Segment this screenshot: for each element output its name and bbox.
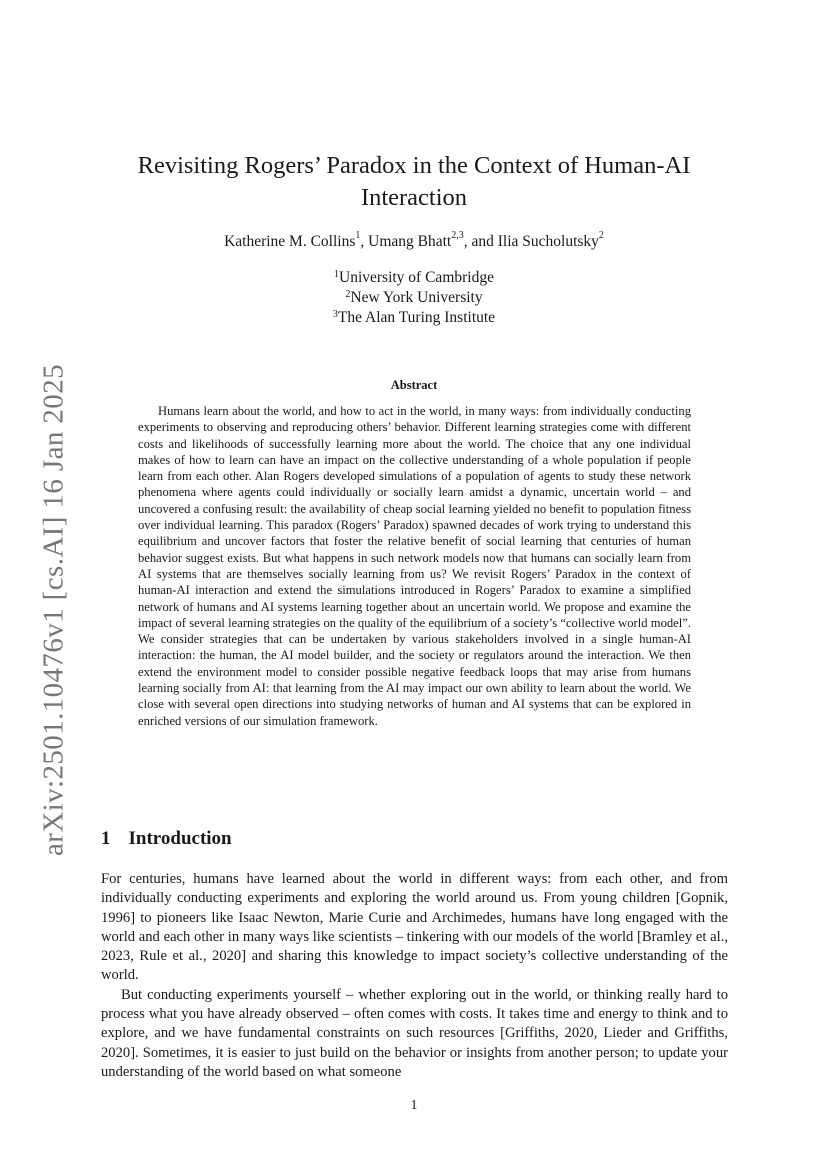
- author-name: Umang Bhatt: [368, 233, 452, 250]
- author-affiliation-mark: 1: [355, 230, 361, 241]
- affiliation-name: The Alan Turing Institute: [337, 309, 496, 326]
- paragraph: But conducting experiments yourself – whether exploring out in the world, or thinking really hard to process what you have already observed – often comes with costs. It takes time and energy to think and to explore, and we have fundamental constraints on such resources [Griffiths, 2020, Lieder and Griffiths, 2020]. Sometimes, it is easier to just build on the behavior or insights from another person; to update your understanding of the world based on what someone: [101, 986, 728, 1080]
- affiliation-mark: 3: [332, 309, 338, 320]
- affiliation: [100, 268, 728, 288]
- affiliation-mark: 1: [334, 269, 339, 280]
- author-name: Ilia Sucholutsky: [497, 233, 599, 250]
- affiliation-name: New York University: [350, 289, 483, 306]
- author-affiliation-mark: 2,3: [451, 230, 464, 241]
- affiliation: [100, 308, 728, 328]
- paragraph: For centuries, humans have learned about the world in different ways: from each other, and from individually conducting experiments and exploring the world around us. From young children [Gopnik, 1996] to pioneers like Isaac Newton, Marie Curie and Archimedes, humans have long engaged with the world and each other in many ways like scientists – tinkering with our models of the world [Bramley et al., 2023, Rule et al., 2020] and sharing this knowledge to impact society’s collective understanding of the world.: [101, 871, 728, 984]
- author-list: [100, 230, 728, 251]
- abstract-heading: Abstract: [390, 378, 438, 392]
- affiliation-name: University of Cambridge: [339, 269, 494, 286]
- section-number: 1: [101, 828, 111, 849]
- author-affiliation-mark: 2: [598, 230, 604, 241]
- page-number: 1: [410, 1098, 418, 1113]
- section-title: Introduction: [128, 828, 232, 849]
- arxiv-stamp: arXiv:2501.10476v1 [cs.AI] 16 Jan 2025: [37, 363, 70, 857]
- abstract-text: Humans learn about the world, and how to act in the world, in many ways: from individually conducting experiments to observing and reproducing others’ behavior. Different learning strategies come with different costs and likelihoods of successfully learning more about the world. The choice that any one individual makes of how to learn can have an impact on the collective understanding of a whole population if people learn from each other. Alan Rogers developed simulations of a population of agents to study these network phenomena where agents could individually or socially learn amidst a dynamic, uncertain world – and uncovered a confusing result: the availability of cheap social learning yielded no benefit to population fitness over individual learning. This paradox (Rogers’ Paradox) spawned decades of work trying to understand this equilibrium and uncover factors that foster the relative benefit of social learning that centuries of human behavior suggest exists. But what happens in such network models now that humans can socially learn from AI systems that are themselves socially learning from us? We revisit Rogers’ Paradox in the context of human-AI interaction and extend the simulations introduced in Rogers’ Paradox to examine a simplified network of humans and AI systems learning together about an uncertain world. We propose and examine the impact of several learning strategies on the quality of the equilibrium of a society’s “collective world model”. We consider strategies that can be undertaken by various stakeholders involved in a single human-AI interaction: the human, the AI model builder, and the society or regulators around the interaction. We then extend the environment model to consider possible negative feedback loops that may arise from humans learning socially from AI: that learning from the AI may impact our own ability to learn about the world. We close with several open directions into studying networks of human and AI systems that can be explored in enriched versions of our simulation framework.: [138, 404, 691, 728]
- author-name: Katherine M. Collins: [224, 233, 356, 250]
- affiliation-mark: 2: [345, 289, 351, 300]
- introduction-body: [101, 870, 728, 1082]
- affiliation-list: [100, 268, 728, 328]
- affiliation: [100, 288, 728, 308]
- author-separator: , and: [463, 233, 498, 250]
- paper-title: Revisiting Rogers’ Paradox in the Context of Human-AI Interaction: [137, 152, 691, 211]
- author-separator: ,: [360, 233, 369, 250]
- section-heading-introduction: [101, 828, 232, 850]
